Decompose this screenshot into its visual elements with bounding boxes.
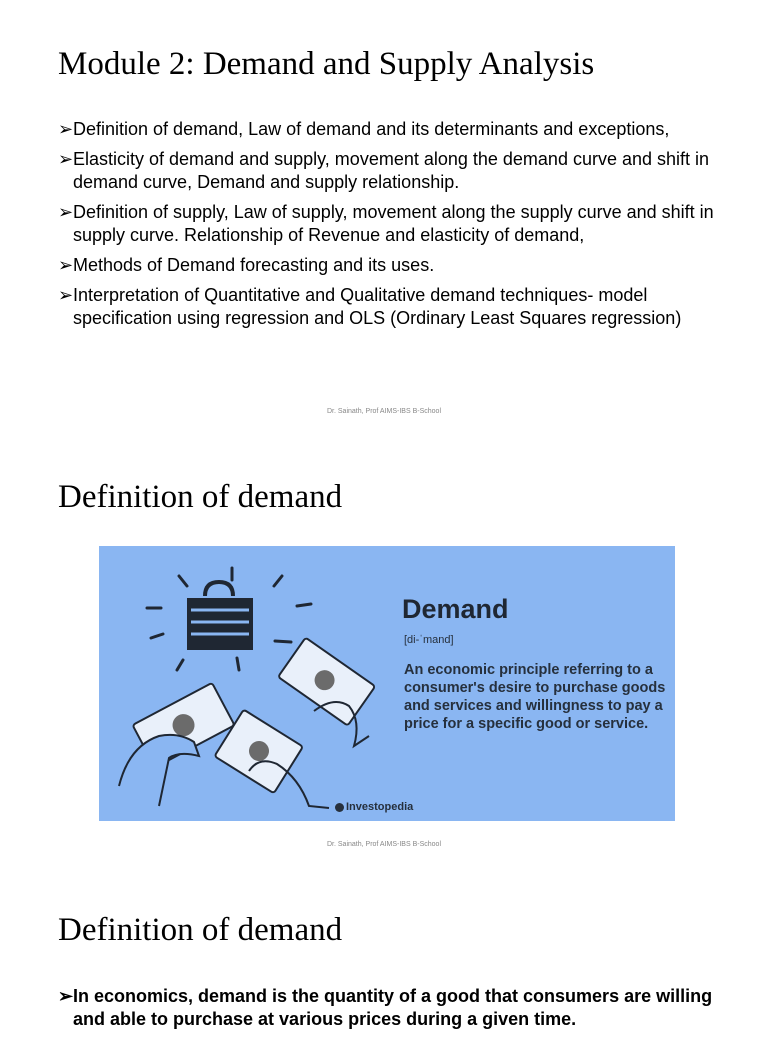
arrow-bullet-icon: ➢ — [58, 255, 74, 275]
arrow-bullet-icon: ➢ — [58, 285, 74, 305]
slide-title: Module 2: Demand and Supply Analysis — [58, 46, 595, 82]
arrow-bullet-icon: ➢ — [58, 202, 74, 222]
card-pronunciation: [di-ˈmand] — [404, 634, 454, 646]
list-item: ➢ Definition of supply, Law of supply, movement along the supply curve and shift in supply curve. Relationship of Revenue and elasticity of demand, — [58, 202, 714, 245]
list-item: ➢ Interpretation of Quantitative and Qualitative demand techniques- model specification using regression and OLS (Ordinary Least Squares regression) — [58, 285, 682, 328]
arrow-bullet-icon: ➢ — [58, 149, 74, 169]
list-item: ➢ Elasticity of demand and supply, movement along the demand curve and shift in demand curve, Demand and supply relationship. — [58, 149, 710, 192]
card-description: An economic principle referring to a consumer's desire to purchase goods and services and willingness to pay a price for a specific good or service. — [404, 662, 666, 732]
slide-title: Definition of demand — [58, 479, 343, 515]
arrow-bullet-icon: ➢ — [58, 119, 74, 139]
list-item: ➢ Definition of demand, Law of demand and its determinants and exceptions, — [58, 119, 670, 139]
card-brand-logo: Investopedia — [335, 801, 413, 813]
arrow-bullet-icon: ➢ — [58, 986, 74, 1006]
slide-footer: Dr. Sainath, Prof AIMS-IBS B-School — [327, 408, 441, 415]
slide-title: Definition of demand — [58, 912, 343, 948]
bullet-list — [58, 985, 738, 1038]
card-heading: Demand — [402, 594, 509, 624]
slide-footer: Dr. Sainath, Prof AIMS-IBS B-School — [327, 841, 441, 848]
list-item: ➢ In economics, demand is the quantity of a good that consumers are willing and able to purchase at various prices during a given time. — [58, 986, 713, 1029]
list-item: ➢ Methods of Demand forecasting and its uses. — [58, 255, 435, 275]
